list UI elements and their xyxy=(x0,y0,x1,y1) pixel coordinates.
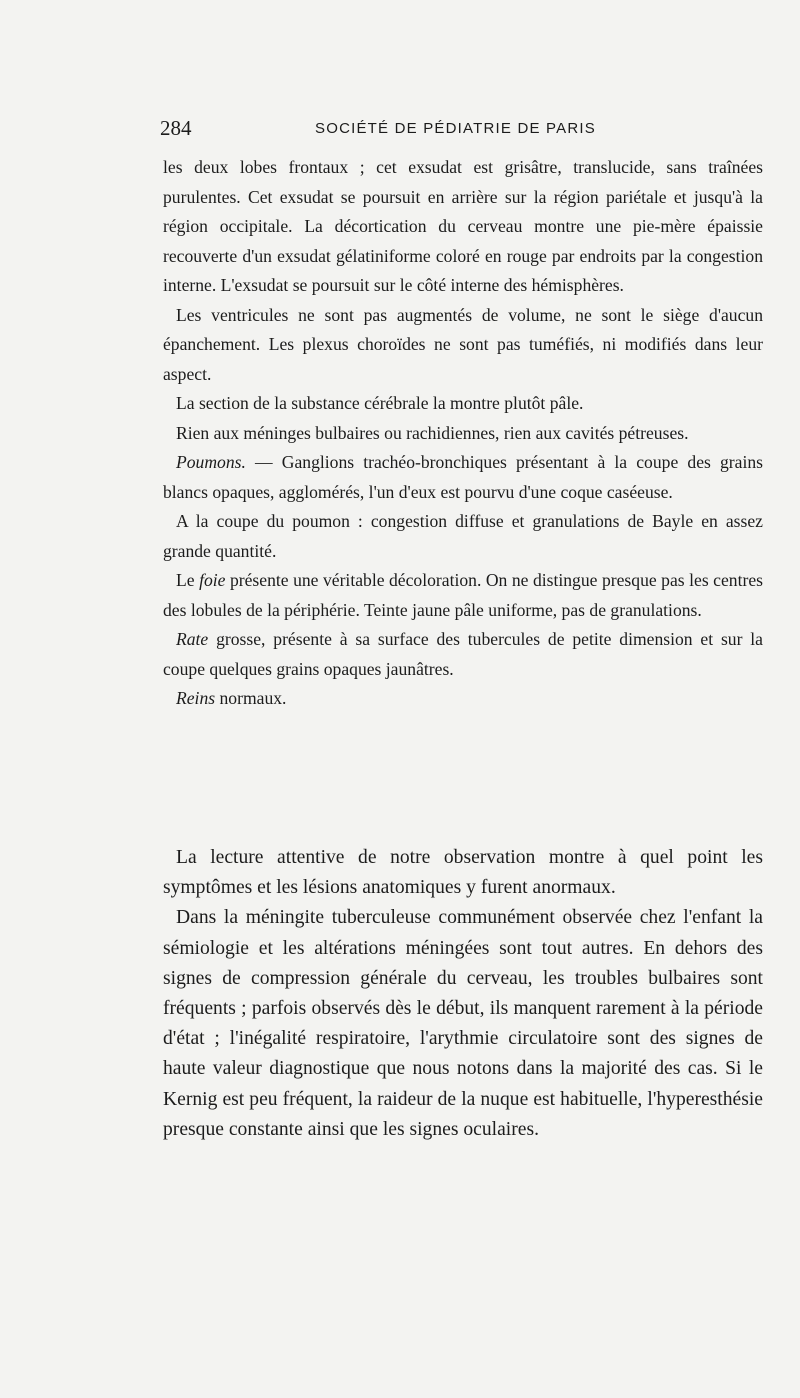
paragraph-meninges: les deux lobes frontaux ; cet exsudat est grisâtre, translucide, sans traînées purulentes. Cet exsudat se poursuit en arrière sur la région pariétale et jusqu'à la région occipitale. La décortication du cerveau montre une pie-mère épaissie recouverte d'un exsudat gélatiniforme coloré en rouge par endroits par la congestion interne. L'exsudat se poursuit sur le côté interne des hémisphères. xyxy=(163,157,763,295)
paragraph-observation-summary: La lecture attentive de notre observation montre à quel point les symptômes et les lésions anatomiques y furent anormaux. xyxy=(163,847,763,899)
organ-heading-lungs: Poumons. xyxy=(176,452,246,472)
paragraph-spleen: Rate grosse, présente à sa surface des tubercules de petite dimension et sur la coupe quelques grains opaques jaunâtres. xyxy=(163,629,763,679)
organ-heading-spleen: Rate xyxy=(176,629,209,649)
discussion xyxy=(163,843,763,1145)
page-number: 284 xyxy=(160,116,192,140)
page-header xyxy=(160,116,760,146)
paragraph-lungs: Poumons. — Ganglions trachéo-bronchiques présentant à la coupe des grains blancs opaques, agglomérés, l'un d'eux est pourvu d'une coque caséeuse. xyxy=(163,452,763,502)
paragraph-lung-section: A la coupe du poumon : congestion diffuse et granulations de Bayle en assez grande quantité. xyxy=(163,511,763,561)
organ-heading-liver: foie xyxy=(199,570,226,590)
autopsy-findings xyxy=(163,153,763,714)
paragraph-tuberculous-meningitis: Dans la méningite tuberculeuse communément observée chez l'enfant la sémiologie et les altérations méningées sont tout autres. En dehors des signes de compression générale du cerveau, les troubles bulbaires sont fréquents ; parfois observés dès le début, ils manquent rarement à la période d'état ; l'inégalité respiratoire, l'arythmie circulatoire sont des signes de haute valeur diagnostique que nous notons dans la majorité des cas. Si le Kernig est peu fréquent, la raideur de la nuque est habituelle, l'hyperesthésie presque constante ainsi que les signes oculaires. xyxy=(163,907,763,1140)
organ-heading-kidneys: Reins xyxy=(176,688,216,708)
running-title: SOCIÉTÉ DE PÉDIATRIE DE PARIS xyxy=(315,120,596,137)
paragraph-kidneys: Reins normaux. xyxy=(176,688,287,708)
paragraph-ventricles: Les ventricules ne sont pas augmentés de volume, ne sont le siège d'aucun épanchement. Les plexus choroïdes ne sont pas tuméfiés, ni modifiés dans leur aspect. xyxy=(163,304,763,384)
paragraph-liver: Le foie présente une véritable décoloration. On ne distingue presque pas les centres des lobules de la périphérie. Teinte jaune pâle uniforme, pas de granulations. xyxy=(163,570,763,620)
paragraph-brain-section: La section de la substance cérébrale la montre plutôt pâle. xyxy=(176,393,584,413)
paragraph-bulbar-meninges: Rien aux méninges bulbaires ou rachidiennes, rien aux cavités pétreuses. xyxy=(176,422,689,443)
